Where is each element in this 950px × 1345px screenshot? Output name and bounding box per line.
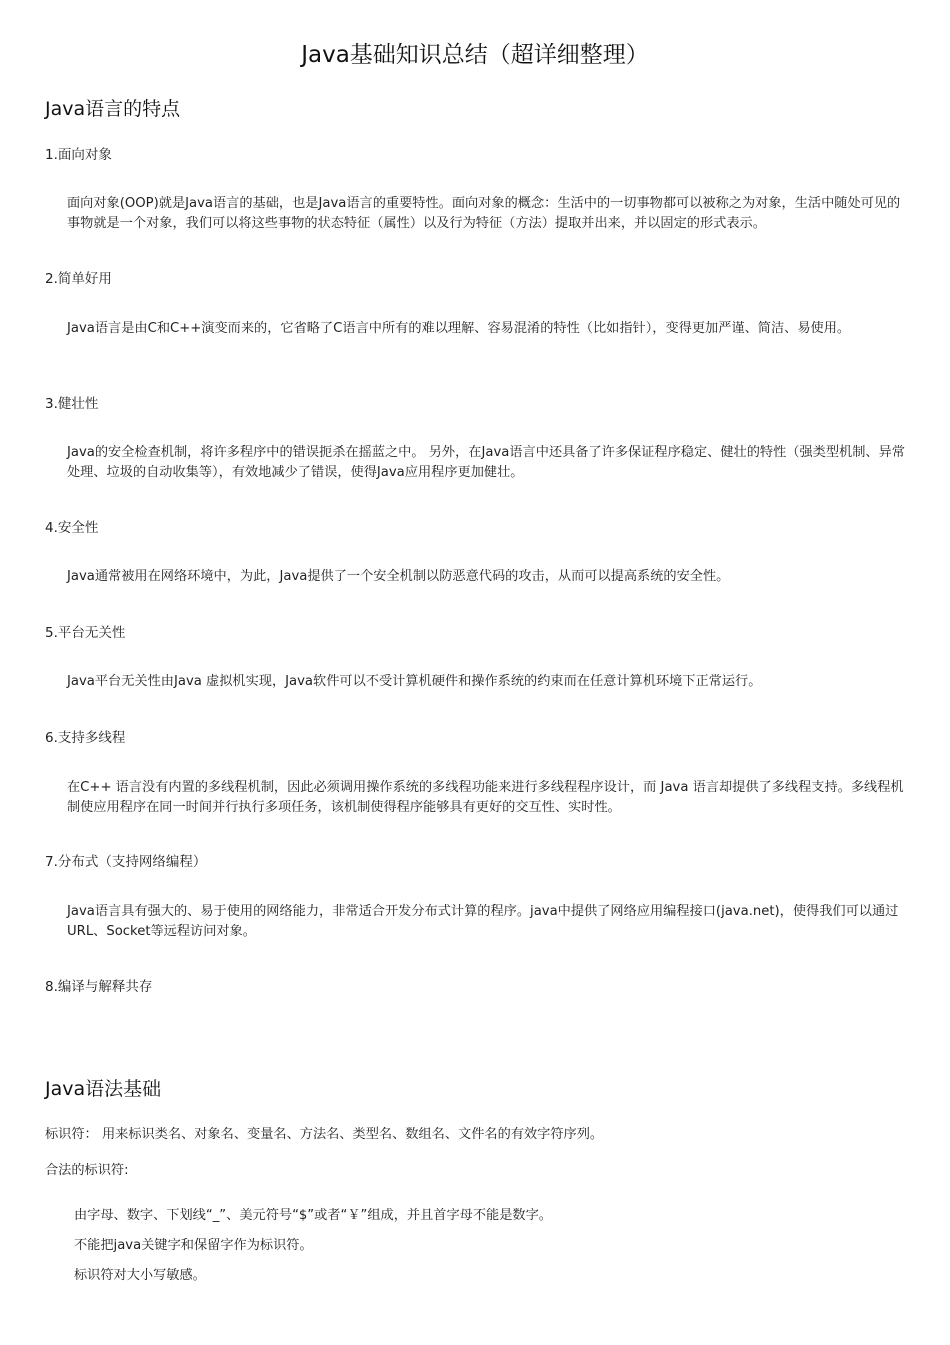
feature-body-distributed: Java语言具有强大的、易于使用的网络能力，非常适合开发分布式计算的程序。java中提供了网络应用编程接口(java.net)，使得我们可以通过URL、Socket等远程访问对象。 (67, 904, 899, 939)
feature-heading-simple: 2.简单好用 (45, 271, 112, 287)
feature-heading-multithread: 6.支持多线程 (45, 730, 126, 746)
feature-heading-platform: 5.平台无关性 (45, 625, 126, 641)
identifier-definition: 标识符： 用来标识类名、对象名、变量名、方法名、类型名、数组名、文件名的有效字符序列。 (45, 1127, 604, 1142)
feature-heading-distributed: 7.分布式（支持网络编程） (45, 854, 207, 870)
feature-body-oop: 面向对象(OOP)就是Java语言的基础，也是Java语言的重要特性。面向对象的概念：生活中的一切事物都可以被称之为对象，生活中随处可见的事物就是一个对象，我们可以将这些事物的状态特征（属性）以及行为特征（方法）提取并出来，并以固定的形式表示。 (67, 196, 901, 231)
section-heading-java-syntax: Java语法基础 (45, 1078, 162, 1100)
feature-heading-oop: 1.面向对象 (45, 147, 112, 163)
feature-heading-compile-interpret: 8.编译与解释共存 (45, 979, 153, 995)
feature-body-multithread: 在C++ 语言没有内置的多线程机制，因此必须调用操作系统的多线程功能来进行多线程程序设计，而 Java 语言却提供了多线程支持。多线程机制使应用程序在同一时间并行执行多项任务，该机制使得程序能够具有更好的交互性、实时性。 (67, 780, 904, 815)
feature-heading-security: 4.安全性 (45, 520, 99, 536)
feature-body-platform: Java平台无关性由Java 虚拟机实现，Java软件可以不受计算机硬件和操作系统的约束而在任意计算机环境下正常运行。 (67, 674, 762, 689)
legal-identifier-label: 合法的标识符: (45, 1163, 129, 1178)
feature-heading-robust: 3.健壮性 (45, 396, 99, 412)
identifier-rule: 由字母、数字、下划线“_”、美元符号“$”或者“￥”组成，并且首字母不能是数字。 (74, 1208, 552, 1223)
feature-body-simple: Java语言是由C和C++演变而来的，它省略了C语言中所有的难以理解、容易混淆的特性（比如指针），变得更加严谨、简洁、易使用。 (67, 321, 851, 336)
feature-body-security: Java通常被用在网络环境中，为此，Java提供了一个安全机制以防恶意代码的攻击，从而可以提高系统的安全性。 (67, 569, 730, 584)
section-heading-java-features: Java语言的特点 (45, 98, 181, 120)
identifier-rule: 不能把java关键字和保留字作为标识符。 (74, 1238, 313, 1253)
document-title: Java基础知识总结（超详细整理） (301, 42, 649, 68)
feature-body-robust: Java的安全检查机制，将许多程序中的错误扼杀在摇蓝之中。 另外，在Java语言中还具备了许多保证程序稳定、健壮的特性（强类型机制、异常处理、垃圾的自动收集等），有效地减少了错误，使得Java应用程序更加健壮。 (67, 445, 905, 480)
identifier-rule: 标识符对大小写敏感。 (74, 1268, 206, 1283)
